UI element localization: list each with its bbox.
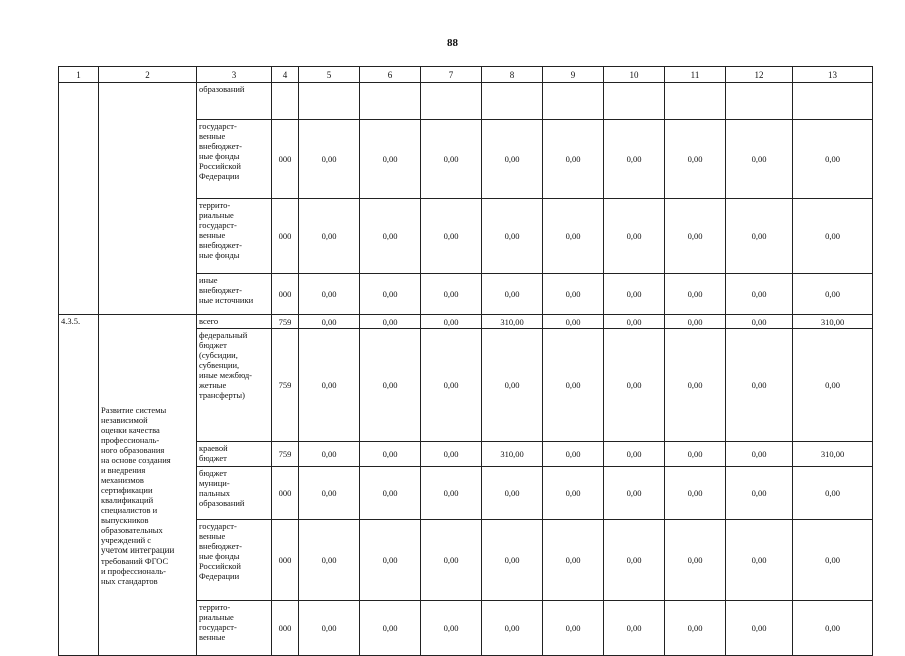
value-cell: 0,00 [360,601,421,656]
value-cell: 0,00 [482,274,543,315]
value-cell: 0,00 [726,442,793,467]
funding-source-cell: всего [197,315,272,329]
value-cell: 0,00 [726,329,793,442]
header-cell: 8 [482,67,543,83]
value-cell: 0,00 [299,442,360,467]
header-cell: 12 [726,67,793,83]
value-cell: 0,00 [360,274,421,315]
code-cell: 000 [272,120,299,199]
value-cell: 0,00 [604,274,665,315]
value-cell: 0,00 [604,120,665,199]
value-cell: 0,00 [543,329,604,442]
value-cell: 0,00 [299,120,360,199]
value-cell: 0,00 [482,120,543,199]
page-number: 88 [447,37,458,49]
section-number-cell: 4.3.5. [59,315,99,656]
code-cell: 000 [272,520,299,601]
funding-source-cell: образований [197,83,272,120]
value-cell: 0,00 [543,199,604,274]
value-cell: 0,00 [360,199,421,274]
value-cell: 0,00 [665,467,726,520]
header-cell: 13 [793,67,873,83]
section-number-cell [59,83,99,315]
description-cell [99,83,197,315]
value-cell: 0,00 [793,274,873,315]
value-cell: 0,00 [299,199,360,274]
header-cell: 7 [421,67,482,83]
code-cell: 759 [272,329,299,442]
header-cell: 4 [272,67,299,83]
value-cell: 0,00 [793,601,873,656]
value-cell: 0,00 [665,120,726,199]
value-cell: 0,00 [482,601,543,656]
description-text: Развитие системы независимой оценки качества профессиональ- ного образования на основе создания и внедрения механизмов сертификации квалификаций специалистов и выпускников образовательных учреждений с [101,404,171,545]
value-cell [793,83,873,120]
value-cell [360,83,421,120]
value-cell: 0,00 [726,120,793,199]
value-cell: 310,00 [482,442,543,467]
value-cell: 0,00 [604,442,665,467]
budget-table [58,66,873,656]
value-cell: 0,00 [360,467,421,520]
value-cell: 0,00 [360,442,421,467]
value-cell: 0,00 [421,442,482,467]
value-cell [421,83,482,120]
header-cell: 10 [604,67,665,83]
value-cell: 0,00 [421,467,482,520]
funding-source-cell: террито- риальные государст- венные внебюджет- ные фонды [197,199,272,274]
value-cell: 0,00 [543,601,604,656]
funding-source-cell: государст- венные внебюджет- ные фонды Российской Федерации [197,120,272,199]
value-cell: 0,00 [665,315,726,329]
value-cell: 0,00 [299,315,360,329]
value-cell: 0,00 [726,274,793,315]
value-cell: 0,00 [543,274,604,315]
value-cell [482,83,543,120]
value-cell: 0,00 [299,601,360,656]
value-cell: 0,00 [604,199,665,274]
value-cell: 0,00 [726,520,793,601]
header-row [59,67,873,83]
value-cell [299,83,360,120]
value-cell: 310,00 [793,442,873,467]
value-cell: 0,00 [604,329,665,442]
value-cell: 0,00 [665,274,726,315]
value-cell [665,83,726,120]
funding-source-cell: государст- венные внебюджет- ные фонды Российской Федерации [197,520,272,601]
value-cell: 0,00 [726,601,793,656]
value-cell: 0,00 [421,274,482,315]
value-cell: 310,00 [482,315,543,329]
value-cell [726,83,793,120]
header-cell: 9 [543,67,604,83]
value-cell: 0,00 [299,467,360,520]
code-cell: 000 [272,601,299,656]
value-cell [543,83,604,120]
code-cell: 759 [272,442,299,467]
value-cell: 0,00 [665,199,726,274]
value-cell: 310,00 [793,315,873,329]
value-cell: 0,00 [665,329,726,442]
value-cell: 0,00 [421,315,482,329]
funding-source-cell: бюджет муници- пальных образований [197,467,272,520]
value-cell: 0,00 [604,520,665,601]
description-text: требований ФГОС и профессиональ- ных стандартов [101,555,169,586]
value-cell: 0,00 [726,315,793,329]
value-cell: 0,00 [793,329,873,442]
value-cell: 0,00 [604,315,665,329]
table-row [59,83,873,120]
value-cell: 0,00 [793,199,873,274]
value-cell: 0,00 [360,520,421,601]
value-cell: 0,00 [421,601,482,656]
value-cell: 0,00 [482,467,543,520]
value-cell: 0,00 [482,520,543,601]
value-cell: 0,00 [726,199,793,274]
value-cell: 0,00 [299,329,360,442]
value-cell: 0,00 [604,467,665,520]
value-cell: 0,00 [543,442,604,467]
value-cell: 0,00 [421,329,482,442]
header-cell: 3 [197,67,272,83]
funding-source-cell: иные внебюджет- ные источники [197,274,272,315]
funding-source-cell: террито- риальные государст- венные [197,601,272,656]
table-row [59,315,873,329]
value-cell: 0,00 [360,329,421,442]
description-text: учетом интеграции [101,544,175,555]
value-cell: 0,00 [299,520,360,601]
value-cell: 0,00 [543,315,604,329]
value-cell: 0,00 [360,315,421,329]
value-cell: 0,00 [793,120,873,199]
value-cell: 0,00 [421,199,482,274]
header-cell: 6 [360,67,421,83]
code-cell: 759 [272,315,299,329]
funding-source-cell: краевой бюджет [197,442,272,467]
value-cell: 0,00 [360,120,421,199]
value-cell: 0,00 [665,601,726,656]
header-cell: 11 [665,67,726,83]
value-cell: 0,00 [793,520,873,601]
description-cell [99,315,197,656]
value-cell: 0,00 [793,467,873,520]
funding-source-cell: федеральный бюджет (субсидии, субвенции, иные межбюд- жетные трансферты) [197,329,272,442]
code-cell [272,83,299,120]
code-cell: 000 [272,199,299,274]
value-cell: 0,00 [726,467,793,520]
header-cell: 2 [99,67,197,83]
value-cell: 0,00 [543,120,604,199]
value-cell: 0,00 [482,329,543,442]
value-cell: 0,00 [604,601,665,656]
value-cell: 0,00 [482,199,543,274]
value-cell [604,83,665,120]
code-cell: 000 [272,274,299,315]
code-cell: 000 [272,467,299,520]
header-cell: 1 [59,67,99,83]
value-cell: 0,00 [299,274,360,315]
value-cell: 0,00 [421,120,482,199]
value-cell: 0,00 [543,467,604,520]
value-cell: 0,00 [665,520,726,601]
header-cell: 5 [299,67,360,83]
value-cell: 0,00 [421,520,482,601]
value-cell: 0,00 [665,442,726,467]
value-cell: 0,00 [543,520,604,601]
